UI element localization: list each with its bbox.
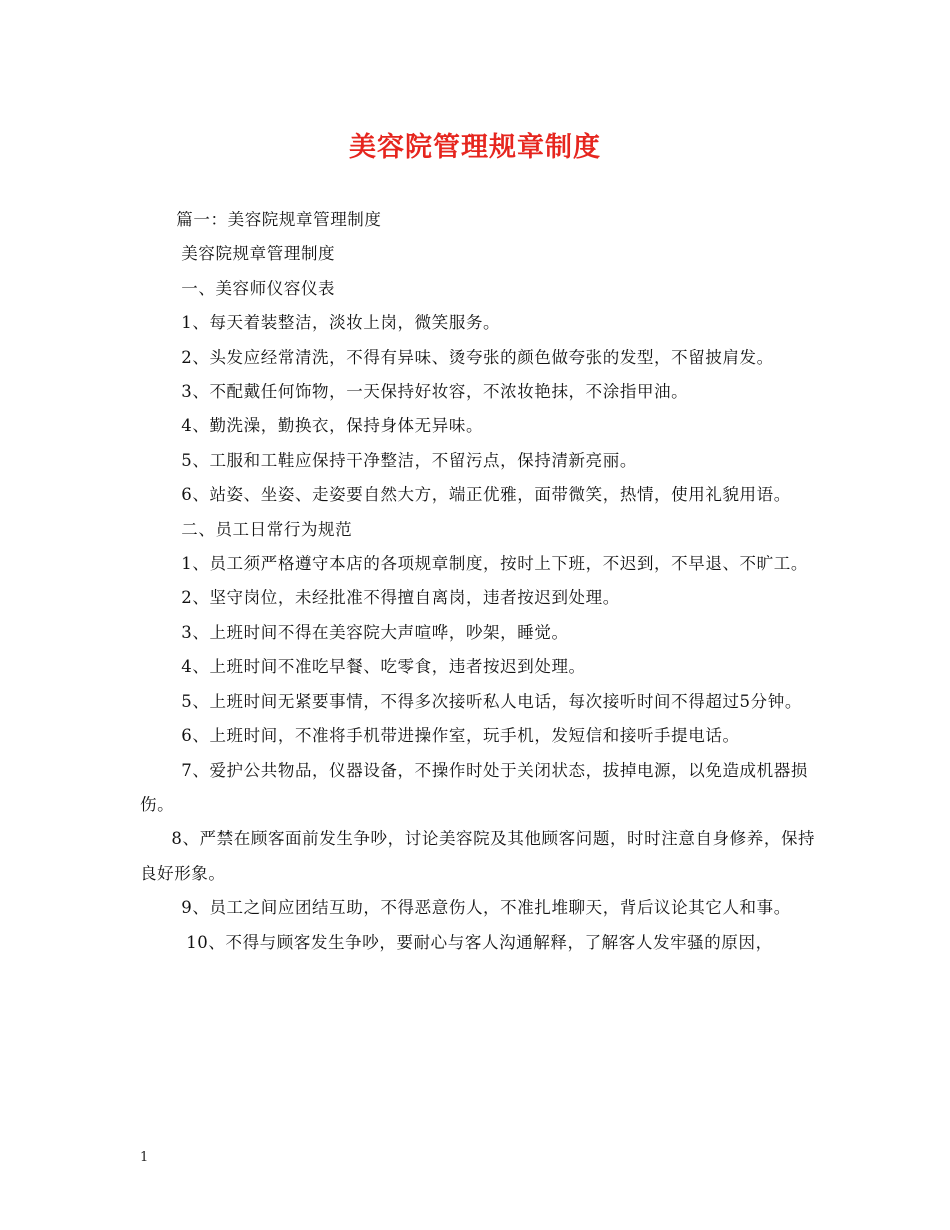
list-item: 7、爱护公共物品，仪器设备，不操作时处于关闭状态，拔掉电源，以免造成机器损伤。	[140, 760, 808, 814]
list-item: 3、上班时间不得在美容院大声喧哗，吵架，睡觉。	[181, 622, 569, 642]
section-heading-appearance: 一、美容师仪容仪表	[181, 278, 336, 298]
list-item: 9、员工之间应团结互助，不得恶意伤人，不准扎堆聊天，背后议论其它人和事。	[181, 898, 791, 918]
list-item: 4、上班时间不准吃早餐、吃零食，违者按迟到处理。	[181, 657, 586, 677]
list-item: 4、勤洗澡，勤换衣，保持身体无异味。	[181, 416, 484, 436]
list-item: 3、不配戴任何饰物，一天保持好妆容，不浓妆艳抹，不涂指甲油。	[181, 382, 689, 402]
list-item: 1、每天着装整洁，淡妆上岗，微笑服务。	[181, 313, 501, 333]
list-item: 1、员工须严格遵守本店的各项规章制度，按时上下班，不迟到，不早退、不旷工。	[181, 554, 808, 574]
document-body	[140, 203, 820, 960]
page-number: 1	[140, 1150, 149, 1165]
list-item: 5、上班时间无紧要事情，不得多次接听私人电话，每次接听时间不得超过5分钟。	[181, 691, 802, 711]
document-subtitle: 美容院规章管理制度	[181, 244, 336, 264]
list-item: 10、不得与顾客发生争吵，要耐心与客人沟通解释，了解客人发牢骚的原因，	[186, 932, 773, 952]
section-heading-part-one: 篇一：美容院规章管理制度	[176, 210, 382, 229]
list-item: 6、站姿、坐姿、走姿要自然大方，端正优雅，面带微笑，热情，使用礼貌用语。	[181, 485, 791, 505]
section-heading-conduct: 二、员工日常行为规范	[181, 519, 353, 539]
list-item: 2、坚守岗位，未经批准不得擅自离岗，违者按迟到处理。	[181, 588, 620, 608]
list-item: 2、头发应经常清洗，不得有异味、烫夸张的颜色做夸张的发型，不留披肩发。	[181, 347, 774, 367]
list-item: 8、严禁在顾客面前发生争吵，讨论美容院及其他顾客问题，时时注意自身修养，保持良好形象。	[140, 829, 816, 883]
document-title: 美容院管理规章制度	[349, 132, 601, 163]
list-item: 6、上班时间，不准将手机带进操作室，玩手机，发短信和接听手提电话。	[181, 726, 740, 746]
list-item: 5、工服和工鞋应保持干净整洁，不留污点，保持清新亮丽。	[181, 450, 637, 470]
